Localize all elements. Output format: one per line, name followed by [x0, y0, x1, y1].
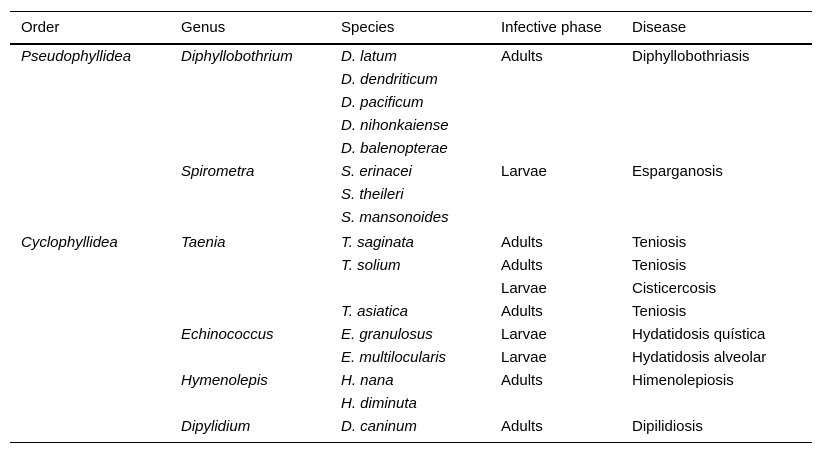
table-row — [10, 369, 812, 392]
cell-species: D. balenopterae — [341, 139, 448, 157]
cell-disease: Hydatidosis quística — [632, 325, 766, 343]
table-row — [10, 277, 812, 300]
cell-order — [10, 415, 170, 443]
cell-disease — [621, 206, 812, 229]
cell-order — [10, 300, 170, 323]
parasite-table-container — [10, 11, 812, 443]
table-row — [10, 346, 812, 369]
table-row — [10, 392, 812, 415]
cell-species: E. multilocularis — [341, 348, 447, 366]
cell-order — [10, 392, 170, 415]
table-row — [10, 300, 812, 323]
cell-genus: Taenia — [181, 233, 226, 251]
cell-order — [10, 183, 170, 206]
table-header — [10, 12, 812, 44]
cell-disease: Diphyllobothriasis — [632, 47, 750, 65]
cell-infective-phase: Adults — [501, 302, 543, 320]
header-genus: Genus — [170, 12, 330, 44]
table-row — [10, 160, 812, 183]
cell-disease — [621, 137, 812, 160]
cell-order — [10, 323, 170, 346]
cell-infective-phase: Adults — [501, 233, 543, 251]
table-row — [10, 229, 812, 254]
cell-infective-phase — [490, 206, 621, 229]
table-row — [10, 91, 812, 114]
cell-genus — [170, 254, 330, 277]
cell-order — [10, 277, 170, 300]
cell-genus — [170, 392, 330, 415]
header-row — [10, 12, 812, 44]
cell-disease: Dipilidiosis — [621, 415, 812, 443]
cell-disease: Hydatidosis alveolar — [632, 348, 767, 366]
cell-disease — [621, 91, 812, 114]
cell-infective-phase: Adults — [501, 47, 543, 65]
cell-species: T. solium — [341, 256, 401, 274]
cell-order — [10, 68, 170, 91]
cell-species: D. nihonkaiense — [341, 116, 449, 134]
table-row — [10, 68, 812, 91]
cell-disease — [621, 114, 812, 137]
cell-species: E. granulosus — [341, 325, 433, 343]
cell-order — [10, 137, 170, 160]
cell-order — [10, 254, 170, 277]
cell-genus — [170, 91, 330, 114]
cell-disease: Esparganosis — [632, 162, 723, 180]
cell-order — [10, 206, 170, 229]
cell-disease: Teniosis — [632, 233, 687, 251]
cell-genus: Diphyllobothrium — [181, 47, 293, 65]
header-order: Order — [10, 12, 170, 44]
table-row — [10, 114, 812, 137]
cell-infective-phase: Adults — [501, 256, 543, 274]
cell-species: D. pacificum — [341, 93, 424, 111]
cell-species: D. caninum — [330, 415, 490, 443]
cell-species: S. mansonoides — [341, 208, 449, 226]
cell-genus — [170, 183, 330, 206]
cell-disease: Teniosis — [632, 256, 687, 274]
cell-species: D. dendriticum — [341, 70, 438, 88]
cell-infective-phase: Larvae — [501, 348, 547, 366]
table-row — [10, 323, 812, 346]
header-species: Species — [330, 12, 490, 44]
cell-species: T. asiatica — [341, 302, 408, 320]
header-infective-phase: Infective phase — [490, 12, 621, 44]
cell-order — [10, 114, 170, 137]
cell-genus — [170, 137, 330, 160]
cell-disease: Cisticercosis — [632, 279, 717, 297]
parasite-table — [10, 11, 812, 443]
cell-genus — [170, 68, 330, 91]
cell-species: T. saginata — [341, 233, 414, 251]
cell-infective-phase: Larvae — [501, 279, 547, 297]
cell-infective-phase: Adults — [490, 415, 621, 443]
cell-genus — [170, 206, 330, 229]
cell-disease: Himenolepiosis — [632, 371, 734, 389]
cell-species: S. theileri — [341, 185, 404, 203]
cell-genus — [170, 300, 330, 323]
table-row — [10, 44, 812, 68]
table-row — [10, 137, 812, 160]
table-row — [10, 415, 812, 443]
cell-genus: Dipylidium — [170, 415, 330, 443]
table-body — [10, 44, 812, 443]
table-row — [10, 254, 812, 277]
cell-order — [10, 369, 170, 392]
cell-genus — [170, 346, 330, 369]
cell-infective-phase: Larvae — [501, 325, 547, 343]
header-disease: Disease — [621, 12, 812, 44]
cell-disease: Teniosis — [632, 302, 687, 320]
cell-infective-phase: Adults — [501, 371, 543, 389]
cell-infective-phase — [490, 68, 621, 91]
table-row — [10, 206, 812, 229]
cell-infective-phase — [490, 91, 621, 114]
cell-genus — [170, 114, 330, 137]
cell-infective-phase — [490, 137, 621, 160]
cell-disease — [621, 392, 812, 415]
table-row — [10, 183, 812, 206]
cell-order: Cyclophyllidea — [21, 233, 118, 251]
cell-disease — [621, 183, 812, 206]
cell-infective-phase: Larvae — [501, 162, 547, 180]
cell-species: S. erinacei — [341, 162, 412, 180]
cell-species — [330, 277, 490, 300]
cell-genus: Hymenolepis — [181, 371, 268, 389]
cell-genus — [170, 277, 330, 300]
cell-disease — [621, 68, 812, 91]
cell-infective-phase — [490, 114, 621, 137]
cell-genus: Echinococcus — [181, 325, 274, 343]
cell-species: H. nana — [341, 371, 394, 389]
cell-order: Pseudophyllidea — [21, 47, 132, 65]
cell-infective-phase — [490, 183, 621, 206]
cell-order — [10, 160, 170, 183]
cell-genus: Spirometra — [181, 162, 255, 180]
cell-species: H. diminuta — [341, 394, 417, 412]
cell-order — [10, 346, 170, 369]
cell-species: D. latum — [341, 47, 397, 65]
cell-order — [10, 91, 170, 114]
cell-infective-phase — [490, 392, 621, 415]
